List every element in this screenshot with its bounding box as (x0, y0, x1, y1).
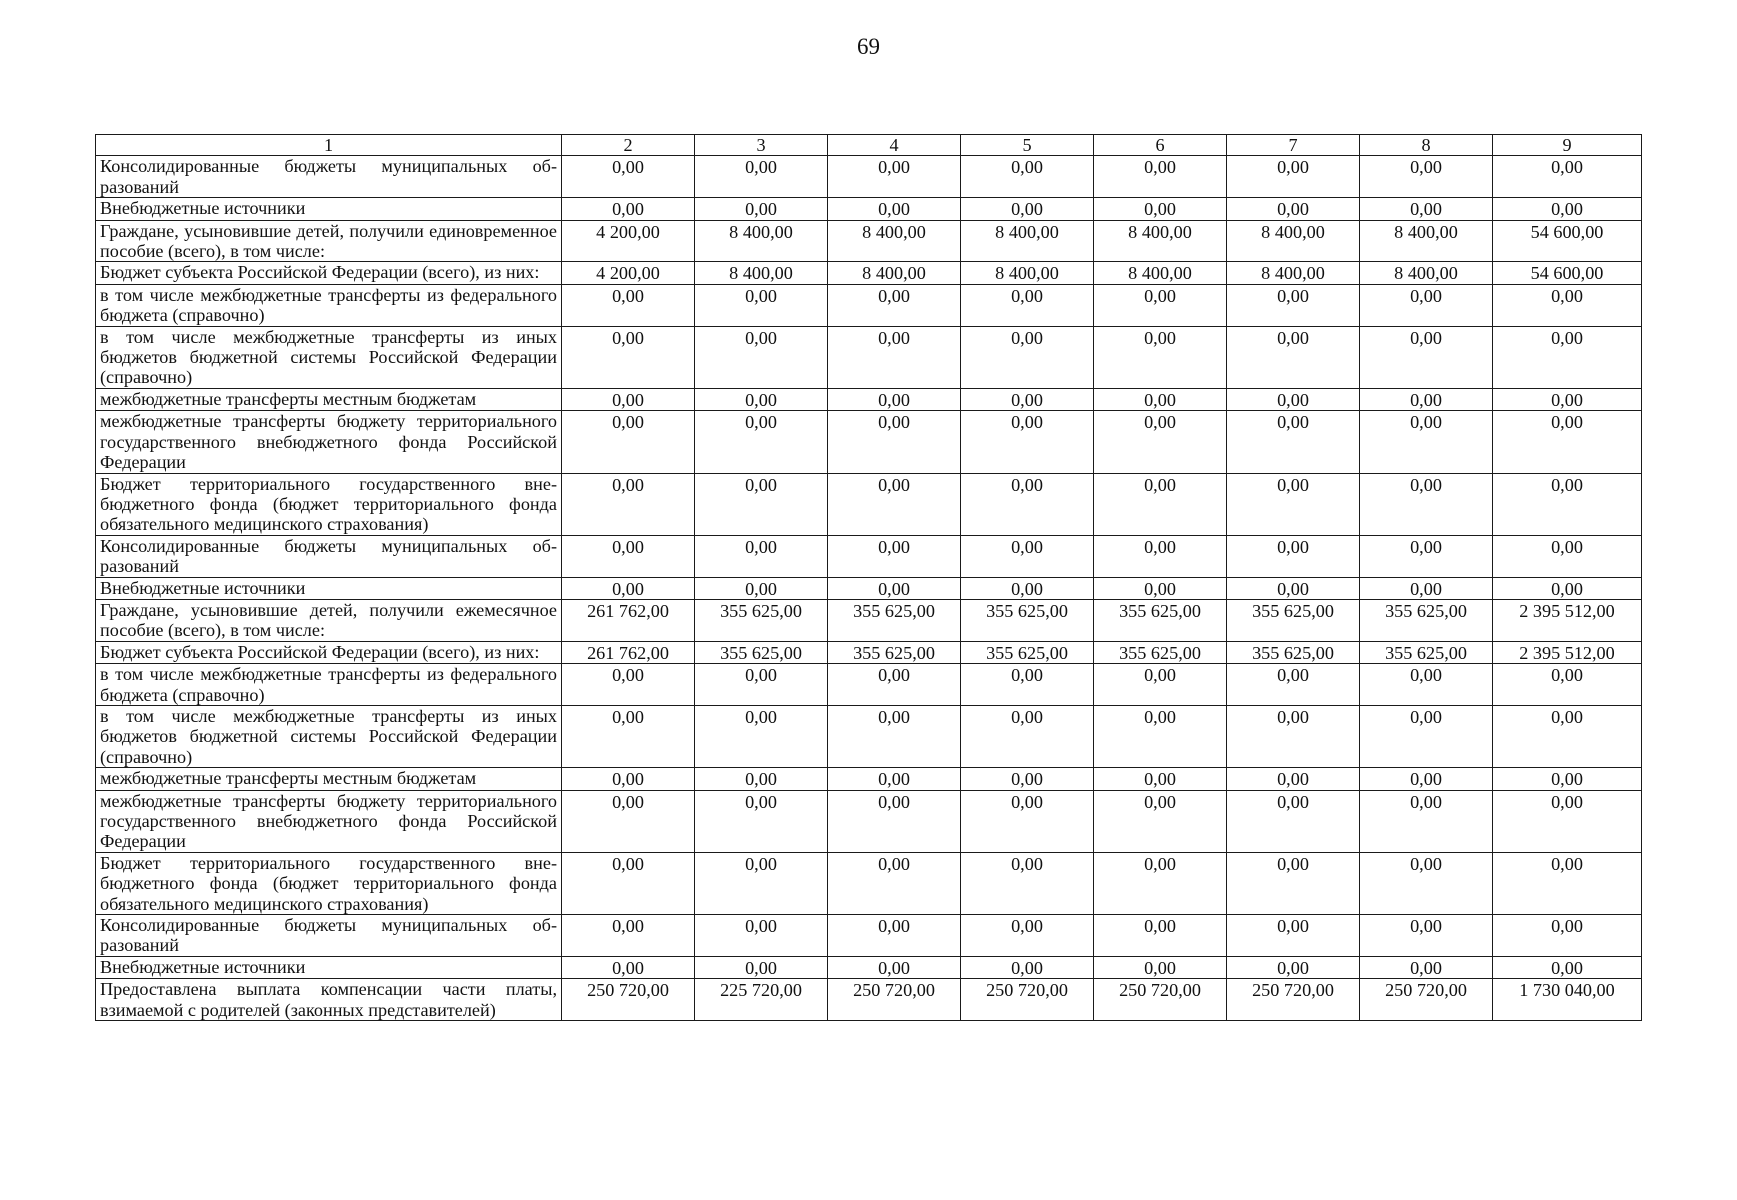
value-cell: 0,00 (695, 664, 828, 706)
value-cell: 0,00 (828, 156, 961, 198)
table-row (96, 535, 1642, 577)
row-label: в том числе межбюджетные трансферты из иных бюджетов бюджетной системы Российской Федерации (справочно) (96, 705, 562, 767)
value-cell: 0,00 (562, 852, 695, 914)
value-cell: 0,00 (961, 198, 1094, 220)
value-cell: 0,00 (562, 705, 695, 767)
table-row (96, 220, 1642, 262)
value-cell: 0,00 (695, 326, 828, 388)
value-cell: 250 720,00 (961, 979, 1094, 1021)
value-cell: 0,00 (1094, 705, 1227, 767)
value-cell: 0,00 (828, 577, 961, 599)
value-cell: 0,00 (1493, 411, 1642, 473)
value-cell: 0,00 (1094, 915, 1227, 957)
value-cell: 0,00 (828, 326, 961, 388)
value-cell: 0,00 (961, 790, 1094, 852)
header-row (96, 135, 1642, 156)
value-cell: 0,00 (1360, 473, 1493, 535)
column-header: 7 (1227, 135, 1360, 156)
value-cell: 8 400,00 (695, 220, 828, 262)
value-cell: 4 200,00 (562, 262, 695, 284)
row-label: Бюджет территориального государственного внебюджетного фонда (бюджет территориального фонда обязательного медицинского страхования) (96, 852, 562, 914)
value-cell: 0,00 (1360, 284, 1493, 326)
value-cell: 0,00 (1227, 956, 1360, 978)
value-cell: 0,00 (1493, 473, 1642, 535)
row-label: Бюджет территориального государственного внебюджетного фонда (бюджет территориального фонда обязательного медицинского страхования) (96, 473, 562, 535)
value-cell: 355 625,00 (1227, 641, 1360, 663)
table-row (96, 156, 1642, 198)
value-cell: 0,00 (1094, 198, 1227, 220)
value-cell: 0,00 (562, 915, 695, 957)
value-cell: 0,00 (1360, 326, 1493, 388)
value-cell: 0,00 (828, 535, 961, 577)
value-cell: 250 720,00 (562, 979, 695, 1021)
value-cell: 0,00 (828, 664, 961, 706)
table-row (96, 768, 1642, 790)
value-cell: 0,00 (695, 768, 828, 790)
value-cell: 0,00 (1227, 790, 1360, 852)
value-cell: 8 400,00 (695, 262, 828, 284)
value-cell: 0,00 (1227, 768, 1360, 790)
value-cell: 0,00 (1360, 577, 1493, 599)
table-row (96, 473, 1642, 535)
row-label: Бюджет субъекта Российской Федерации (всего), из них: (96, 262, 562, 284)
value-cell: 0,00 (695, 956, 828, 978)
value-cell: 0,00 (1227, 326, 1360, 388)
table-header (96, 135, 1642, 156)
value-cell: 0,00 (1227, 411, 1360, 473)
value-cell: 0,00 (695, 388, 828, 410)
value-cell: 0,00 (1493, 790, 1642, 852)
value-cell: 0,00 (1360, 388, 1493, 410)
column-header: 3 (695, 135, 828, 156)
table-row (96, 641, 1642, 663)
value-cell: 0,00 (1094, 473, 1227, 535)
value-cell: 0,00 (961, 326, 1094, 388)
column-header: 6 (1094, 135, 1227, 156)
value-cell: 250 720,00 (1360, 979, 1493, 1021)
value-cell: 0,00 (961, 956, 1094, 978)
value-cell: 0,00 (1227, 535, 1360, 577)
value-cell: 0,00 (1360, 852, 1493, 914)
value-cell: 0,00 (1360, 664, 1493, 706)
value-cell: 0,00 (1493, 156, 1642, 198)
value-cell: 0,00 (961, 915, 1094, 957)
value-cell: 355 625,00 (695, 599, 828, 641)
value-cell: 0,00 (1360, 790, 1493, 852)
table-row (96, 599, 1642, 641)
table-row (96, 577, 1642, 599)
value-cell: 0,00 (828, 411, 961, 473)
value-cell: 0,00 (1094, 411, 1227, 473)
value-cell: 0,00 (961, 768, 1094, 790)
value-cell: 0,00 (1360, 705, 1493, 767)
value-cell: 0,00 (1493, 326, 1642, 388)
value-cell: 0,00 (1094, 956, 1227, 978)
value-cell: 0,00 (562, 198, 695, 220)
value-cell: 0,00 (1227, 705, 1360, 767)
value-cell: 0,00 (1360, 768, 1493, 790)
column-header: 2 (562, 135, 695, 156)
value-cell: 8 400,00 (1227, 220, 1360, 262)
row-label: межбюджетные трансферты местным бюджетам (96, 768, 562, 790)
value-cell: 225 720,00 (695, 979, 828, 1021)
value-cell: 0,00 (562, 768, 695, 790)
column-header: 4 (828, 135, 961, 156)
value-cell: 8 400,00 (1227, 262, 1360, 284)
row-label: в том числе межбюджетные трансферты из федерального бюджета (справочно) (96, 284, 562, 326)
row-label: Внебюджетные источники (96, 198, 562, 220)
value-cell: 0,00 (1094, 664, 1227, 706)
row-label: Бюджет субъекта Российской Федерации (всего), из них: (96, 641, 562, 663)
table-row (96, 284, 1642, 326)
value-cell: 0,00 (1360, 956, 1493, 978)
value-cell: 0,00 (1094, 790, 1227, 852)
table-row (96, 262, 1642, 284)
row-label: межбюджетные трансферты бюджету территориального государственного внебюджетного фонда Российской Федерации (96, 790, 562, 852)
value-cell: 0,00 (695, 411, 828, 473)
value-cell: 1 730 040,00 (1493, 979, 1642, 1021)
value-cell: 0,00 (562, 284, 695, 326)
value-cell: 0,00 (1493, 705, 1642, 767)
table-row (96, 705, 1642, 767)
value-cell: 8 400,00 (961, 262, 1094, 284)
value-cell: 0,00 (562, 411, 695, 473)
value-cell: 0,00 (1360, 156, 1493, 198)
value-cell: 0,00 (562, 664, 695, 706)
value-cell: 0,00 (1493, 284, 1642, 326)
value-cell: 0,00 (1227, 284, 1360, 326)
value-cell: 0,00 (1360, 198, 1493, 220)
value-cell: 355 625,00 (961, 599, 1094, 641)
value-cell: 0,00 (961, 535, 1094, 577)
value-cell: 0,00 (1227, 852, 1360, 914)
value-cell: 0,00 (828, 915, 961, 957)
value-cell: 0,00 (1094, 768, 1227, 790)
value-cell: 0,00 (562, 535, 695, 577)
table-row (96, 915, 1642, 957)
value-cell: 0,00 (695, 705, 828, 767)
value-cell: 0,00 (1094, 388, 1227, 410)
value-cell: 0,00 (562, 156, 695, 198)
value-cell: 355 625,00 (961, 641, 1094, 663)
row-label: Граждане, усыновившие детей, получили единовременное пособие (всего), в том числе: (96, 220, 562, 262)
value-cell: 54 600,00 (1493, 262, 1642, 284)
value-cell: 0,00 (961, 473, 1094, 535)
value-cell: 0,00 (1493, 577, 1642, 599)
value-cell: 0,00 (562, 577, 695, 599)
value-cell: 0,00 (1227, 198, 1360, 220)
page-number: 69 (857, 34, 880, 59)
value-cell: 0,00 (562, 790, 695, 852)
row-label: Внебюджетные источники (96, 956, 562, 978)
value-cell: 0,00 (828, 790, 961, 852)
value-cell: 0,00 (961, 664, 1094, 706)
row-label: Граждане, усыновившие детей, получили ежемесячное пособие (всего), в том числе: (96, 599, 562, 641)
table-row (96, 198, 1642, 220)
value-cell: 0,00 (828, 388, 961, 410)
value-cell: 0,00 (1360, 411, 1493, 473)
value-cell: 0,00 (961, 577, 1094, 599)
value-cell: 0,00 (695, 915, 828, 957)
table-row (96, 326, 1642, 388)
value-cell: 0,00 (1227, 577, 1360, 599)
value-cell: 0,00 (695, 790, 828, 852)
row-label: межбюджетные трансферты бюджету территориального государственного внебюджетного фонда Российской Федерации (96, 411, 562, 473)
value-cell: 8 400,00 (961, 220, 1094, 262)
value-cell: 355 625,00 (1360, 599, 1493, 641)
value-cell: 355 625,00 (695, 641, 828, 663)
value-cell: 0,00 (1493, 915, 1642, 957)
table-row (96, 664, 1642, 706)
value-cell: 0,00 (1493, 535, 1642, 577)
value-cell: 2 395 512,00 (1493, 599, 1642, 641)
value-cell: 2 395 512,00 (1493, 641, 1642, 663)
value-cell: 0,00 (828, 768, 961, 790)
value-cell: 0,00 (1493, 768, 1642, 790)
value-cell: 0,00 (1094, 852, 1227, 914)
value-cell: 0,00 (1360, 535, 1493, 577)
value-cell: 0,00 (1227, 156, 1360, 198)
table-row (96, 388, 1642, 410)
row-label: в том числе межбюджетные трансферты из иных бюджетов бюджетной системы Российской Федерации (справочно) (96, 326, 562, 388)
value-cell: 8 400,00 (1360, 262, 1493, 284)
value-cell: 0,00 (1493, 664, 1642, 706)
value-cell: 0,00 (695, 535, 828, 577)
row-label: межбюджетные трансферты местным бюджетам (96, 388, 562, 410)
value-cell: 355 625,00 (828, 599, 961, 641)
row-label: Предоставлена выплата компенсации части платы, взимаемой с родителей (законных представителей) (96, 979, 562, 1021)
value-cell: 0,00 (1227, 473, 1360, 535)
table-body (96, 156, 1642, 1021)
row-label: Консолидированные бюджеты муниципальных образований (96, 535, 562, 577)
value-cell: 0,00 (1227, 915, 1360, 957)
value-cell: 8 400,00 (1360, 220, 1493, 262)
row-label: Консолидированные бюджеты муниципальных образований (96, 915, 562, 957)
value-cell: 0,00 (562, 473, 695, 535)
table-row (96, 852, 1642, 914)
value-cell: 355 625,00 (1094, 599, 1227, 641)
value-cell: 54 600,00 (1493, 220, 1642, 262)
row-label: в том числе межбюджетные трансферты из федерального бюджета (справочно) (96, 664, 562, 706)
value-cell: 0,00 (961, 705, 1094, 767)
value-cell: 0,00 (695, 852, 828, 914)
value-cell: 0,00 (828, 473, 961, 535)
value-cell: 0,00 (961, 852, 1094, 914)
value-cell: 0,00 (695, 156, 828, 198)
value-cell: 0,00 (562, 326, 695, 388)
value-cell: 250 720,00 (1227, 979, 1360, 1021)
budget-table (95, 134, 1642, 1021)
value-cell: 355 625,00 (1094, 641, 1227, 663)
value-cell: 0,00 (828, 198, 961, 220)
value-cell: 4 200,00 (562, 220, 695, 262)
value-cell: 0,00 (695, 473, 828, 535)
value-cell: 0,00 (1360, 915, 1493, 957)
value-cell: 0,00 (961, 156, 1094, 198)
value-cell: 250 720,00 (828, 979, 961, 1021)
value-cell: 8 400,00 (1094, 220, 1227, 262)
value-cell: 0,00 (1227, 388, 1360, 410)
value-cell: 0,00 (695, 577, 828, 599)
value-cell: 0,00 (1493, 388, 1642, 410)
value-cell: 0,00 (961, 388, 1094, 410)
column-header: 1 (96, 135, 562, 156)
table-row (96, 979, 1642, 1021)
column-header: 9 (1493, 135, 1642, 156)
value-cell: 0,00 (1227, 664, 1360, 706)
value-cell: 8 400,00 (1094, 262, 1227, 284)
value-cell: 0,00 (828, 852, 961, 914)
value-cell: 0,00 (828, 705, 961, 767)
value-cell: 0,00 (1493, 852, 1642, 914)
value-cell: 0,00 (1094, 577, 1227, 599)
value-cell: 0,00 (695, 198, 828, 220)
value-cell: 0,00 (1094, 156, 1227, 198)
value-cell: 0,00 (1493, 956, 1642, 978)
table-row (96, 956, 1642, 978)
value-cell: 261 762,00 (562, 641, 695, 663)
value-cell: 0,00 (961, 284, 1094, 326)
row-label: Консолидированные бюджеты муниципальных образований (96, 156, 562, 198)
value-cell: 0,00 (1493, 198, 1642, 220)
column-header: 8 (1360, 135, 1493, 156)
value-cell: 8 400,00 (828, 262, 961, 284)
column-header: 5 (961, 135, 1094, 156)
value-cell: 261 762,00 (562, 599, 695, 641)
value-cell: 0,00 (1094, 326, 1227, 388)
value-cell: 0,00 (1094, 284, 1227, 326)
table-row (96, 411, 1642, 473)
value-cell: 250 720,00 (1094, 979, 1227, 1021)
value-cell: 0,00 (562, 956, 695, 978)
value-cell: 355 625,00 (1360, 641, 1493, 663)
row-label: Внебюджетные источники (96, 577, 562, 599)
value-cell: 0,00 (828, 284, 961, 326)
value-cell: 8 400,00 (828, 220, 961, 262)
value-cell: 0,00 (1094, 535, 1227, 577)
value-cell: 0,00 (562, 388, 695, 410)
value-cell: 0,00 (961, 411, 1094, 473)
value-cell: 0,00 (695, 284, 828, 326)
value-cell: 355 625,00 (1227, 599, 1360, 641)
value-cell: 355 625,00 (828, 641, 961, 663)
value-cell: 0,00 (828, 956, 961, 978)
table-row (96, 790, 1642, 852)
